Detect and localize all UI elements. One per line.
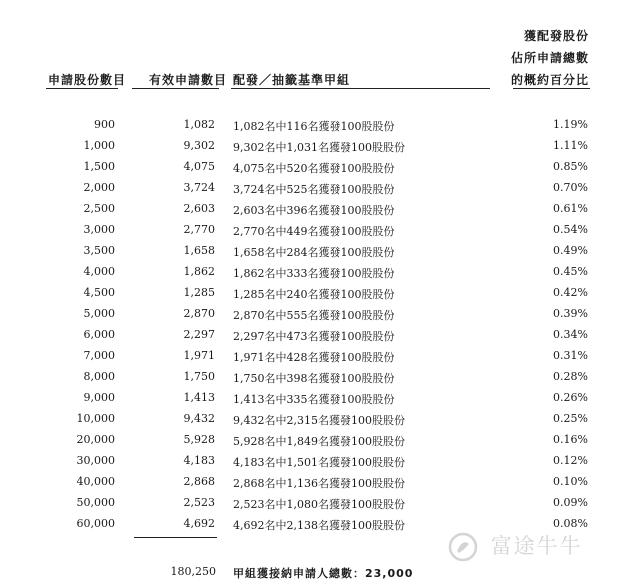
- cell-allotment-percentage: 0.25%: [553, 412, 588, 425]
- cell-valid-applications: 1,971: [183, 349, 215, 362]
- cell-valid-applications: 2,603: [183, 202, 215, 215]
- table-row: [0, 349, 630, 370]
- cell-shares-applied: 5,000: [83, 307, 115, 320]
- cell-allotment-basis: 4,692名中2,138名獲發100股股份: [233, 519, 405, 532]
- cell-allotment-percentage: 0.26%: [553, 391, 588, 404]
- cell-allotment-basis: 2,603名中396名獲發100股股份: [233, 204, 395, 217]
- table-row: [0, 202, 630, 223]
- cell-allotment-basis: 1,082名中116名獲發100股股份: [233, 120, 395, 133]
- cell-valid-applications: 2,868: [183, 475, 215, 488]
- table-row: [0, 433, 630, 454]
- cell-valid-applications: 3,724: [183, 181, 215, 194]
- cell-allotment-basis: 1,862名中333名獲發100股股份: [233, 267, 395, 280]
- cell-allotment-percentage: 0.54%: [553, 223, 588, 236]
- table-row: [0, 412, 630, 433]
- table-row: [0, 139, 630, 160]
- cell-shares-applied: 6,000: [83, 328, 115, 341]
- futu-logo-icon: [448, 532, 478, 562]
- cell-valid-applications: 2,523: [183, 496, 215, 509]
- cell-allotment-percentage: 0.28%: [553, 370, 588, 383]
- header-underline-pct: [513, 88, 590, 89]
- table-row: [0, 265, 630, 286]
- cell-valid-applications: 2,870: [183, 307, 215, 320]
- cell-allotment-basis: 2,297名中473名獲發100股股份: [233, 330, 395, 343]
- cell-valid-applications: 1,285: [183, 286, 215, 299]
- total-rule: [134, 537, 217, 538]
- cell-allotment-percentage: 0.70%: [553, 181, 588, 194]
- cell-allotment-basis: 4,183名中1,501名獲發100股股份: [233, 456, 405, 469]
- header-basis: 配發／抽籤基準甲組: [233, 73, 351, 87]
- cell-allotment-basis: 2,523名中1,080名獲發100股股份: [233, 498, 405, 511]
- cell-valid-applications: 1,658: [183, 244, 215, 257]
- header-pct-line3: 的概約百分比: [510, 73, 589, 87]
- cell-allotment-basis: 3,724名中525名獲發100股股份: [233, 183, 395, 196]
- table-row: [0, 181, 630, 202]
- cell-valid-applications: 2,770: [183, 223, 215, 236]
- cell-shares-applied: 3,500: [83, 244, 115, 257]
- table-row: [0, 160, 630, 181]
- cell-allotment-basis: 1,413名中335名獲發100股股份: [233, 393, 395, 406]
- cell-valid-applications: 5,928: [183, 433, 215, 446]
- table-row: [0, 223, 630, 244]
- cell-shares-applied: 40,000: [76, 475, 115, 488]
- cell-shares-applied: 900: [94, 118, 115, 131]
- cell-valid-applications: 9,302: [183, 139, 215, 152]
- cell-shares-applied: 20,000: [76, 433, 115, 446]
- cell-allotment-basis: 2,770名中449名獲發100股股份: [233, 225, 395, 238]
- table-row: [0, 370, 630, 391]
- cell-allotment-basis: 2,870名中555名獲發100股股份: [233, 309, 395, 322]
- cell-allotment-percentage: 0.42%: [553, 286, 588, 299]
- cell-allotment-basis: 1,750名中398名獲發100股股份: [233, 372, 395, 385]
- cell-valid-applications: 1,862: [183, 265, 215, 278]
- cell-shares-applied: 10,000: [76, 412, 115, 425]
- cell-allotment-percentage: 0.16%: [553, 433, 588, 446]
- header-shares-applied: 申請股份數目: [48, 73, 127, 87]
- cell-allotment-percentage: 0.85%: [553, 160, 588, 173]
- cell-allotment-basis: 5,928名中1,849名獲發100股股份: [233, 435, 405, 448]
- cell-allotment-percentage: 0.12%: [553, 454, 588, 467]
- cell-shares-applied: 7,000: [83, 349, 115, 362]
- table-row: [0, 328, 630, 349]
- total-successful-applicants: 甲組獲接納申請人總數：23,000: [233, 567, 414, 580]
- header-pct-line1: 獲配發股份: [523, 29, 589, 43]
- cell-allotment-basis: 2,868名中1,136名獲發100股股份: [233, 477, 405, 490]
- cell-allotment-percentage: 0.61%: [553, 202, 588, 215]
- cell-allotment-percentage: 0.45%: [553, 265, 588, 278]
- cell-shares-applied: 9,000: [83, 391, 115, 404]
- cell-allotment-percentage: 0.49%: [553, 244, 588, 257]
- cell-valid-applications: 9,432: [183, 412, 215, 425]
- cell-allotment-basis: 4,075名中520名獲發100股股份: [233, 162, 395, 175]
- cell-allotment-percentage: 1.19%: [553, 118, 588, 131]
- cell-allotment-percentage: 0.10%: [553, 475, 588, 488]
- cell-allotment-percentage: 0.34%: [553, 328, 588, 341]
- table-row: [0, 244, 630, 265]
- header-pct-line2: 佔所申請總數: [510, 51, 589, 65]
- cell-allotment-basis: 1,285名中240名獲發100股股份: [233, 288, 395, 301]
- cell-valid-applications: 1,750: [183, 370, 215, 383]
- header-underline-valid: [132, 88, 219, 89]
- cell-valid-applications: 4,183: [183, 454, 215, 467]
- table-row: [0, 307, 630, 328]
- watermark: [448, 530, 583, 562]
- cell-allotment-basis: 1,658名中284名獲發100股股份: [233, 246, 395, 259]
- cell-valid-applications: 4,692: [183, 517, 215, 530]
- cell-shares-applied: 1,500: [83, 160, 115, 173]
- cell-shares-applied: 50,000: [76, 496, 115, 509]
- table-row: [0, 475, 630, 496]
- cell-valid-applications: 4,075: [183, 160, 215, 173]
- table-row: [0, 454, 630, 475]
- cell-allotment-percentage: 0.31%: [553, 349, 588, 362]
- cell-allotment-percentage: 0.08%: [553, 517, 588, 530]
- cell-valid-applications: 1,413: [183, 391, 215, 404]
- cell-shares-applied: 30,000: [76, 454, 115, 467]
- cell-shares-applied: 2,000: [83, 181, 115, 194]
- header-underline-basis: [231, 88, 490, 89]
- table-row: [0, 496, 630, 517]
- table-row: [0, 118, 630, 139]
- cell-shares-applied: 8,000: [83, 370, 115, 383]
- cell-valid-applications: 2,297: [183, 328, 215, 341]
- header-valid-applications: 有效申請數目: [149, 73, 228, 87]
- cell-shares-applied: 4,000: [83, 265, 115, 278]
- total-valid-applications: 180,250: [170, 565, 216, 578]
- cell-allotment-percentage: 1.11%: [553, 139, 588, 152]
- header-underline-shares: [46, 88, 118, 89]
- cell-valid-applications: 1,082: [183, 118, 215, 131]
- cell-allotment-basis: 1,971名中428名獲發100股股份: [233, 351, 395, 364]
- cell-shares-applied: 1,000: [83, 139, 115, 152]
- cell-allotment-percentage: 0.39%: [553, 307, 588, 320]
- cell-shares-applied: 60,000: [76, 517, 115, 530]
- cell-allotment-percentage: 0.09%: [553, 496, 588, 509]
- cell-shares-applied: 4,500: [83, 286, 115, 299]
- watermark-text: 富途牛牛: [490, 534, 583, 558]
- table-row: [0, 391, 630, 412]
- cell-allotment-basis: 9,432名中2,315名獲發100股股份: [233, 414, 405, 427]
- table-row: [0, 286, 630, 307]
- cell-shares-applied: 2,500: [83, 202, 115, 215]
- cell-allotment-basis: 9,302名中1,031名獲發100股股份: [233, 141, 405, 154]
- cell-shares-applied: 3,000: [83, 223, 115, 236]
